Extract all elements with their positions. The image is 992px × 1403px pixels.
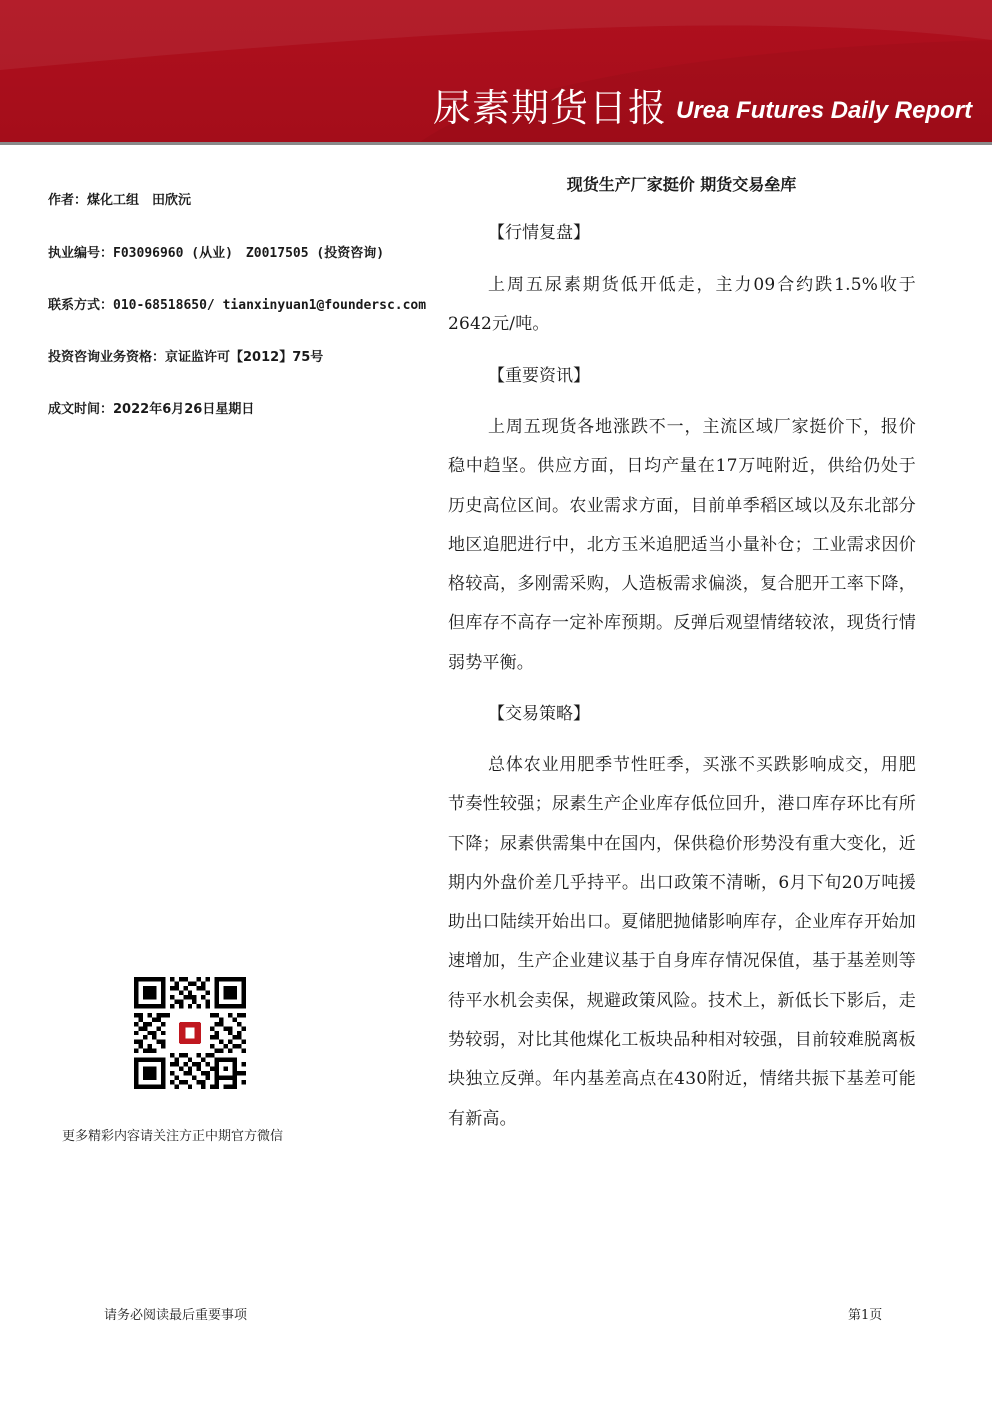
report-title-cn: 尿素期货日报 <box>433 86 668 130</box>
wechat-qr-code <box>134 977 246 1089</box>
section-heading-key-news: 【重要资讯】 <box>488 366 590 386</box>
page-number: 第1页 <box>848 1308 883 1323</box>
section-heading-market-review: 【行情复盘】 <box>488 223 590 243</box>
section-body-market-review: 上周五尿素期货低开低走，主力09合约跌1.5%收于2642元/吨。 <box>448 275 916 335</box>
header-divider <box>0 142 992 145</box>
author-label: 作者： <box>48 193 88 208</box>
date-value: 2022年6月26日星期日 <box>113 402 255 417</box>
report-title-en: Urea Futures Daily Report <box>676 97 973 124</box>
contact-label: 联系方式： <box>48 298 114 313</box>
article-headline: 现货生产厂家挺价 期货交易垒库 <box>566 175 797 194</box>
date-line <box>48 401 254 419</box>
date-label: 成文时间： <box>48 402 114 417</box>
contact-line <box>48 297 426 315</box>
author-line <box>48 192 191 210</box>
footer-notice: 请务必阅读最后重要事项 <box>104 1308 248 1323</box>
license-line <box>48 245 384 263</box>
author-value: 煤化工组 田欣沅 <box>87 193 192 208</box>
qr-caption: 更多精彩内容请关注方正中期官方微信 <box>62 1129 284 1144</box>
section-body-strategy: 总体农业用肥季节性旺季，买涨不买跌影响成交，用肥节奏性较强；尿素生产企业库存低位回升，港口库存环比有所下降；尿素供需集中在国内，保供稳价形势没有重大变化，近期内外盘价差几乎持平。出口政策不清晰，6月下旬20万吨援助出口陆续开始出口。夏储肥抛储影响库存，企业库存开始加速增加，生产企业建议基于自身库存情况保值，基于基差则等待平水机会卖保，规避政策风险。技术上，新低长下影后，走势较弱，对比其他煤化工板块品种相对较强，目前较难脱离板块独立反弹。年内基差高点在430附近，情绪共振下基差可能有新高。 <box>448 755 916 1129</box>
qualification-label: 投资咨询业务资格： <box>48 350 166 365</box>
license-label: 执业编号： <box>48 246 114 261</box>
qualification-value: 京证监许可【2012】75号 <box>165 350 324 365</box>
license-value: F03096960 (从业) Z0017505 (投资咨询) <box>113 246 385 261</box>
header-banner <box>0 0 992 142</box>
section-body-key-news: 上周五现货各地涨跌不一，主流区域厂家挺价下，报价稳中趋坚。供应方面，日均产量在17万吨附近，供给仍处于历史高位区间。农业需求方面，目前单季稻区域以及东北部分地区追肥进行中，北方玉米追肥适当小量补仓；工业需求因价格较高，多刚需采购，人造板需求偏淡，复合肥开工率下降，但库存不高存一定补库预期。反弹后观望情绪较浓，现货行情弱势平衡。 <box>448 417 916 673</box>
contact-value: 010-68518650/ tianxinyuan1@foundersc.com <box>113 298 427 313</box>
qualification-line <box>48 349 323 367</box>
section-heading-strategy: 【交易策略】 <box>488 704 590 724</box>
